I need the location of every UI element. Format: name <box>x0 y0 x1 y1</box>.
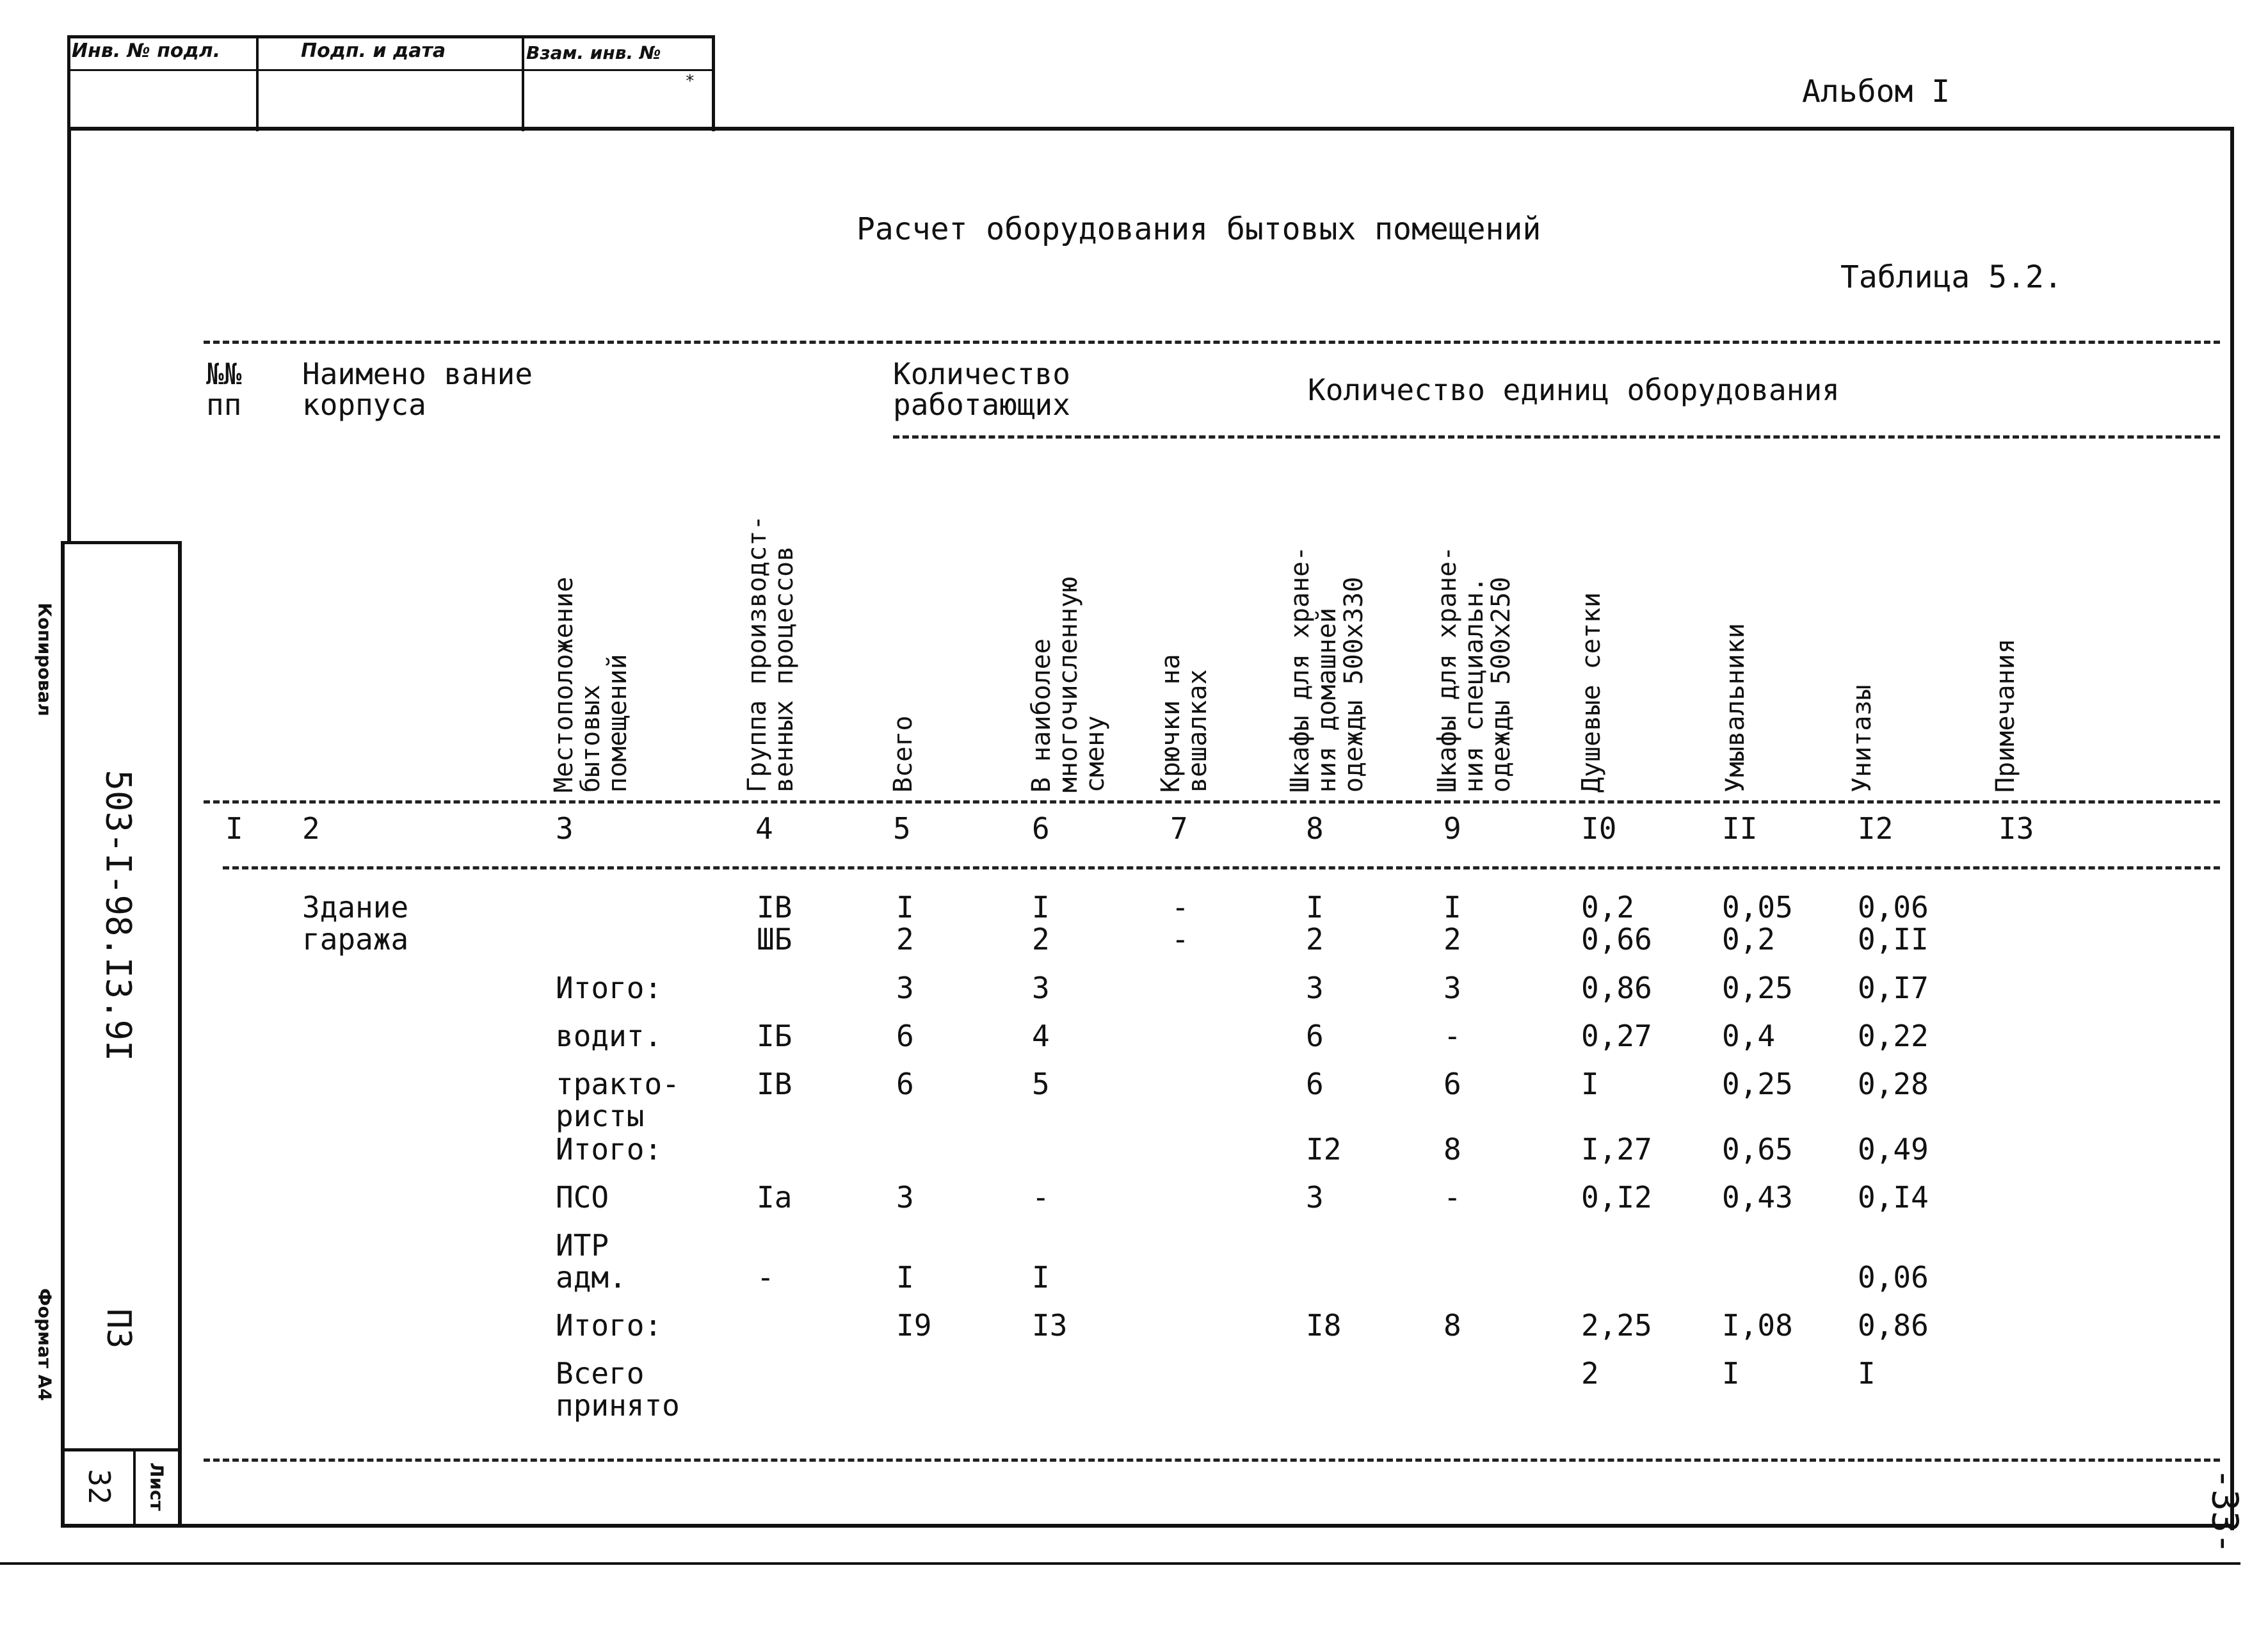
table-cell-c12 <box>1858 972 1929 1004</box>
stamp-replace-label: Взам. инв. № <box>526 42 661 63</box>
table-cell-c3 <box>556 1181 609 1213</box>
table-cell-c8 <box>1306 1133 1341 1165</box>
cell-line: I <box>1032 890 1050 925</box>
cell-line: Итого: <box>556 971 663 1005</box>
table-cell-c12 <box>1858 1261 1929 1293</box>
cell-line: водит. <box>556 1019 663 1053</box>
cell-line: 0,I4 <box>1858 1180 1929 1215</box>
header-num: №№ пп <box>206 357 242 422</box>
cell-line: Здание <box>302 890 409 925</box>
cell-line: 6 <box>1444 1067 1461 1101</box>
cell-line: - <box>1171 922 1189 957</box>
cell-line: 0,65 <box>1722 1132 1793 1167</box>
table-cell-c9 <box>1444 891 1461 955</box>
table-cell-c3 <box>556 972 662 1004</box>
cell-line: 0,2 <box>1581 890 1635 925</box>
table-cell-c5 <box>896 891 914 955</box>
cell-line: I <box>896 1260 914 1295</box>
header-process-group: Группа производст- венных процессов <box>743 515 799 793</box>
table-cell-c8 <box>1306 972 1324 1004</box>
table-cell-c6 <box>1032 1309 1067 1341</box>
table-cell-c11 <box>1722 891 1793 955</box>
cell-line: 3 <box>1306 971 1324 1005</box>
cell-line: I,08 <box>1722 1308 1793 1343</box>
table-cell-c6 <box>1032 1020 1050 1052</box>
cell-line: 0,2 <box>1722 922 1776 957</box>
cell-line: Iа <box>757 1180 792 1215</box>
cell-line: I <box>896 890 914 925</box>
table-cell-c3 <box>556 1357 680 1421</box>
cell-line: IБ <box>757 1019 792 1053</box>
cell-line: 0,28 <box>1858 1067 1929 1101</box>
table-cell-c12 <box>1858 1357 1876 1389</box>
cell-line: 8 <box>1444 1308 1461 1343</box>
table-cell-c3 <box>556 1068 680 1132</box>
col-number: 6 <box>1032 811 1050 846</box>
table-cell-c3 <box>556 1229 627 1293</box>
header-total: Всего <box>889 715 918 793</box>
header-notes: Примечания <box>1991 638 2020 793</box>
cell-line: тракто- <box>556 1067 680 1101</box>
cell-line: - <box>757 1260 775 1295</box>
cell-line: IВ <box>757 890 792 925</box>
table-cell-c10 <box>1581 972 1652 1004</box>
table-cell-c11 <box>1722 1181 1793 1213</box>
cell-line: 0,86 <box>1858 1308 1929 1343</box>
cell-line: 5 <box>1032 1067 1050 1101</box>
cell-line: Итого: <box>556 1308 663 1343</box>
table-cell-c10 <box>1581 1357 1599 1389</box>
header-washbasins: Умывальники <box>1721 623 1750 793</box>
header-home-lockers: Шкафы для хране- ния домашней одежды 500х330 <box>1285 546 1369 793</box>
cell-line: 2 <box>1306 922 1324 957</box>
cell-line: 0,25 <box>1722 1067 1793 1101</box>
header-equipment: Количество единиц оборудования <box>1308 373 1840 407</box>
table-cell-c4 <box>757 1261 775 1293</box>
cell-line: I <box>1722 1356 1740 1391</box>
cell-line: 6 <box>896 1067 914 1101</box>
cell-line: 0,66 <box>1581 922 1652 957</box>
cell-line: ПСО <box>556 1180 609 1215</box>
table-cell-c6 <box>1032 1181 1050 1213</box>
header-hooks: Крючки на вешалках <box>1156 654 1212 793</box>
table-cell-c2 <box>302 891 408 955</box>
header-workers: Количество работающих <box>893 357 1070 422</box>
table-cell-c9 <box>1444 1309 1461 1341</box>
cell-line: 8 <box>1444 1132 1461 1167</box>
col-number: I2 <box>1858 811 1894 846</box>
table-cell-c9 <box>1444 1181 1461 1213</box>
cell-line: 4 <box>1032 1019 1050 1053</box>
col-number: 7 <box>1170 811 1188 846</box>
table-cell-c11 <box>1722 1357 1740 1389</box>
table-cell-c11 <box>1722 972 1793 1004</box>
table-cell-c8 <box>1306 1068 1324 1100</box>
table-cell-c10 <box>1581 1309 1652 1341</box>
table-cell-c8 <box>1306 1181 1324 1213</box>
cell-line: 6 <box>1306 1067 1324 1101</box>
table-cell-c4 <box>757 1068 792 1100</box>
table-cell-c10 <box>1581 1133 1652 1165</box>
table-cell-c8 <box>1306 1020 1324 1052</box>
cell-line: 0,22 <box>1858 1019 1929 1053</box>
table-cell-c6 <box>1032 972 1050 1004</box>
col-number: 8 <box>1306 811 1324 846</box>
table-cell-c9 <box>1444 972 1461 1004</box>
table-cell-c12 <box>1858 1309 1929 1341</box>
cell-line: 2 <box>1032 922 1050 957</box>
page-number: -33- <box>2203 1467 2246 1555</box>
cell-line: 0,27 <box>1581 1019 1652 1053</box>
table-cell-c6 <box>1032 1068 1050 1100</box>
table-cell-c8 <box>1306 1309 1341 1341</box>
cell-line: 0,43 <box>1722 1180 1793 1215</box>
cell-line: - <box>1444 1180 1461 1215</box>
cell-line: 3 <box>1306 1180 1324 1215</box>
stamp-inv-label: Инв. № подл. <box>72 40 221 62</box>
cell-line: 3 <box>896 1180 914 1215</box>
table-cell-c4 <box>757 1020 792 1052</box>
cell-line: 0,I7 <box>1858 971 1929 1005</box>
cell-line: Всего <box>556 1356 645 1391</box>
header-toilets: Унитазы <box>1847 684 1877 793</box>
cell-line: 3 <box>1444 971 1461 1005</box>
cell-line: 6 <box>896 1019 914 1053</box>
table-cell-c6 <box>1032 1261 1050 1293</box>
table-cell-c5 <box>896 1309 931 1341</box>
col-number: I <box>225 811 243 846</box>
header-largest-shift: В наиболее многочисленную смену <box>1027 576 1110 793</box>
table-cell-c9 <box>1444 1020 1461 1052</box>
cell-line: IВ <box>757 1067 792 1101</box>
table-cell-c3 <box>556 1020 662 1052</box>
table-cell-c5 <box>896 1181 914 1213</box>
cell-line: принято <box>556 1388 680 1423</box>
cell-line: I3 <box>1032 1308 1068 1343</box>
col-number: 3 <box>556 811 574 846</box>
table-cell-c3 <box>556 1133 662 1165</box>
table-cell-c8 <box>1306 891 1324 955</box>
cell-line: Итого: <box>556 1132 663 1167</box>
cell-line: I <box>1444 890 1461 925</box>
table-cell-c11 <box>1722 1068 1793 1100</box>
table-cell-c10 <box>1581 891 1652 955</box>
cell-line: - <box>1444 1019 1461 1053</box>
table-cell-c10 <box>1581 1181 1652 1213</box>
table-cell-c12 <box>1858 1133 1929 1165</box>
stamp-sign-label: Подп. и дата <box>301 40 446 62</box>
cell-line: ристы <box>556 1099 645 1133</box>
cell-line: 0,II <box>1858 922 1929 957</box>
table-cell-c11 <box>1722 1020 1775 1052</box>
table-cell-c5 <box>896 972 914 1004</box>
album-label: Альбом I <box>1802 74 1950 109</box>
section-code: ПЗ <box>99 1308 138 1349</box>
table-cell-c5 <box>896 1261 914 1293</box>
table-cell-c10 <box>1581 1020 1652 1052</box>
table-cell-c12 <box>1858 1181 1929 1213</box>
cell-line: I <box>1581 1067 1599 1101</box>
header-special-lockers: Шкафы для хране- ния специальн. одежды 500х250 <box>1433 546 1516 793</box>
table-cell-c3 <box>556 1309 662 1341</box>
col-number: 2 <box>302 811 320 846</box>
cell-line: 0,86 <box>1581 971 1652 1005</box>
cell-line: 0,I2 <box>1581 1180 1652 1215</box>
cell-line: I <box>1858 1356 1876 1391</box>
cell-line: I <box>1032 1260 1050 1295</box>
cell-line: 2 <box>1581 1356 1599 1391</box>
cell-line: 0,49 <box>1858 1132 1929 1167</box>
cell-line: I8 <box>1306 1308 1342 1343</box>
header-name: Наимено вание корпуса <box>302 357 533 422</box>
cell-line: - <box>1171 890 1189 925</box>
cell-line: - <box>1032 1180 1050 1215</box>
cell-line: I9 <box>896 1308 932 1343</box>
table-cell-c9 <box>1444 1068 1461 1100</box>
cell-line: 2,25 <box>1581 1308 1652 1343</box>
table-cell-c12 <box>1858 1068 1929 1100</box>
cell-line: 2 <box>896 922 914 957</box>
header-location: Местоположение бытовых помещений <box>549 576 632 793</box>
cell-line: 0,4 <box>1722 1019 1776 1053</box>
table-cell-c12 <box>1858 891 1929 955</box>
table-cell-c11 <box>1722 1133 1793 1165</box>
copied-label: Копировал <box>34 602 56 716</box>
col-number: II <box>1722 811 1758 846</box>
cell-line: I2 <box>1306 1132 1342 1167</box>
table-cell-c5 <box>896 1068 914 1100</box>
cell-line: гаража <box>302 922 409 957</box>
cell-line: адм. <box>556 1260 627 1295</box>
stamp-mark: * <box>685 72 695 91</box>
cell-line: 2 <box>1444 922 1461 957</box>
page-title: Расчет оборудования бытовых помещений <box>857 211 1541 247</box>
col-number: 5 <box>893 811 911 846</box>
sheet-number: 32 <box>82 1469 117 1505</box>
table-cell-c11 <box>1722 1309 1793 1341</box>
table-cell-c6 <box>1032 891 1050 955</box>
cell-line: 6 <box>1306 1019 1324 1053</box>
table-cell-c10 <box>1581 1068 1599 1100</box>
cell-line: 0,05 <box>1722 890 1793 925</box>
col-number: I0 <box>1581 811 1617 846</box>
cell-line: ИТР <box>556 1228 609 1263</box>
cell-line: 3 <box>896 971 914 1005</box>
table-cell-c4 <box>757 891 792 955</box>
table-cell-c9 <box>1444 1133 1461 1165</box>
cell-line: 0,25 <box>1722 971 1793 1005</box>
col-number: 9 <box>1444 811 1461 846</box>
table-cell-c12 <box>1858 1020 1929 1052</box>
cell-line: 0,06 <box>1858 1260 1929 1295</box>
cell-line: 0,06 <box>1858 890 1929 925</box>
format-label: Формат А4 <box>34 1288 56 1401</box>
table-cell-c7 <box>1171 891 1189 955</box>
header-showers: Душевые сетки <box>1577 592 1606 793</box>
table-cell-c5 <box>896 1020 914 1052</box>
sheet-label: Лист <box>146 1462 168 1511</box>
table-cell-c4 <box>757 1181 792 1213</box>
cell-line: 3 <box>1032 971 1050 1005</box>
cell-line: ШБ <box>757 922 792 957</box>
col-number: I3 <box>1999 811 2034 846</box>
document-code: 503-I-98.I3.9I <box>98 770 139 1062</box>
cell-line: I <box>1306 890 1324 925</box>
cell-line: I,27 <box>1581 1132 1652 1167</box>
table-label: Таблица 5.2. <box>1840 259 2063 295</box>
col-number: 4 <box>755 811 773 846</box>
